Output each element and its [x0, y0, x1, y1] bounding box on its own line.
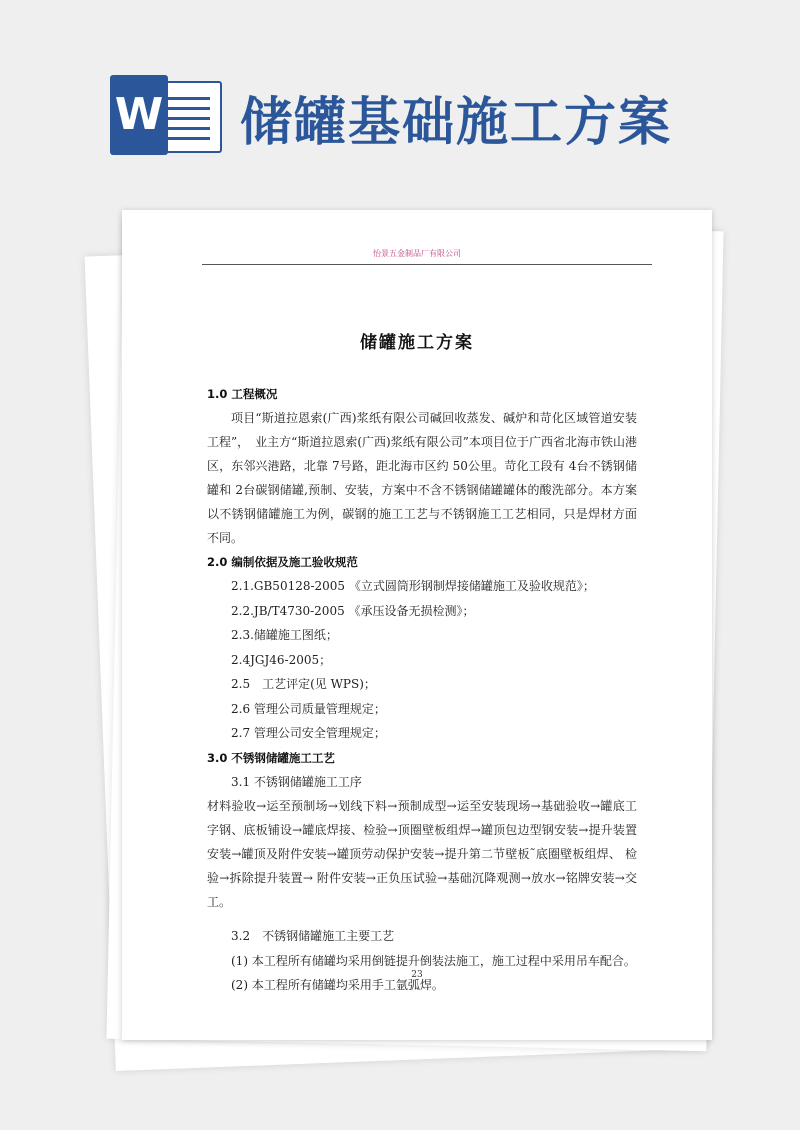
section-heading-3: 3.0 不锈钢储罐施工工艺 — [207, 750, 335, 765]
word-icon-line — [166, 127, 210, 130]
subsection-heading: 3.1 不锈钢储罐施工工序 — [231, 774, 362, 789]
word-icon-line — [166, 117, 210, 120]
spec-item: 2.3.储罐施工图纸； — [231, 628, 338, 642]
section-heading-2: 2.0 编制依据及施工验收规范 — [207, 555, 358, 569]
document-title: 储罐施工方案 — [360, 333, 474, 353]
process-item: (1) 本工程所有储罐均采用倒链提升倒装法施工，施工过程中采用吊车配合。 — [231, 953, 636, 968]
document-page — [122, 210, 712, 1040]
spec-item: 2.5 工艺评定(见 WPS)； — [231, 677, 376, 691]
spec-item: 2.7 管理公司安全管理规定； — [231, 726, 386, 740]
word-icon-line — [166, 97, 210, 100]
word-icon-letter: W — [110, 75, 168, 155]
spec-item: 2.4JGJ46-2005； — [231, 652, 332, 667]
running-header: 怡景五金制品厂有限公司 — [373, 249, 461, 258]
overview-paragraph: 项目“斯道拉恩索(广西)浆纸有限公司碱回收蒸发、碱炉和苛化区域管道安装工程”， 业主方“斯道拉恩索(广西)浆纸有限公司”本项目位于广西省北海市铁山港区，东邻兴港路，北靠 7号路，距北海市区约 50公里。苛化工段有 4台不锈钢储罐和 2台碳钢储罐,预制、安装，方案中不含不锈钢储罐罐体的酸洗部分。本方案以不锈钢储罐施工为例，碳钢的施工工艺与不锈钢施工工艺相同，只是焊材方面不同。 — [207, 411, 637, 545]
process-item: (2) 本工程所有储罐均采用手工氩弧焊。 — [231, 978, 444, 992]
header-rule — [202, 264, 652, 265]
section-heading-1: 1.0 工程概况 — [207, 387, 278, 401]
spec-item: 2.2.JB/T4730-2005 《承压设备无损检测》； — [231, 603, 475, 618]
spec-item: 2.6 管理公司质量管理规定； — [231, 701, 386, 716]
word-icon-line — [166, 107, 210, 110]
spacer — [207, 914, 637, 924]
banner — [0, 0, 800, 200]
process-paragraph: 材料验收→运至预制场→划线下料→预制成型→运至安装现场→基础验收→罐底工字钢、底板铺设→罐底焊接、检验→顶圈壁板组焊→罐顶包边型钢安装→提升装置安装→罐顶及附件安装→罐顶劳动保护安装→提升第二节壁板˜底圈壁板组焊、 检验→拆除提升装置→ 附件安装→正负压试验→基础沉降观测→放水→铭牌安装→交工。 — [207, 799, 637, 909]
document-body — [207, 382, 637, 998]
subsection-heading: 3.2 不锈钢储罐施工主要工艺 — [231, 929, 395, 943]
word-icon — [110, 75, 220, 155]
word-icon-line — [166, 137, 210, 140]
spec-item: 2.1.GB50128-2005 《立式圆筒形钢制焊接储罐施工及验收规范》； — [231, 579, 595, 593]
banner-title: 储罐基础施工方案 — [240, 93, 673, 153]
page-number: 23 — [411, 970, 423, 980]
